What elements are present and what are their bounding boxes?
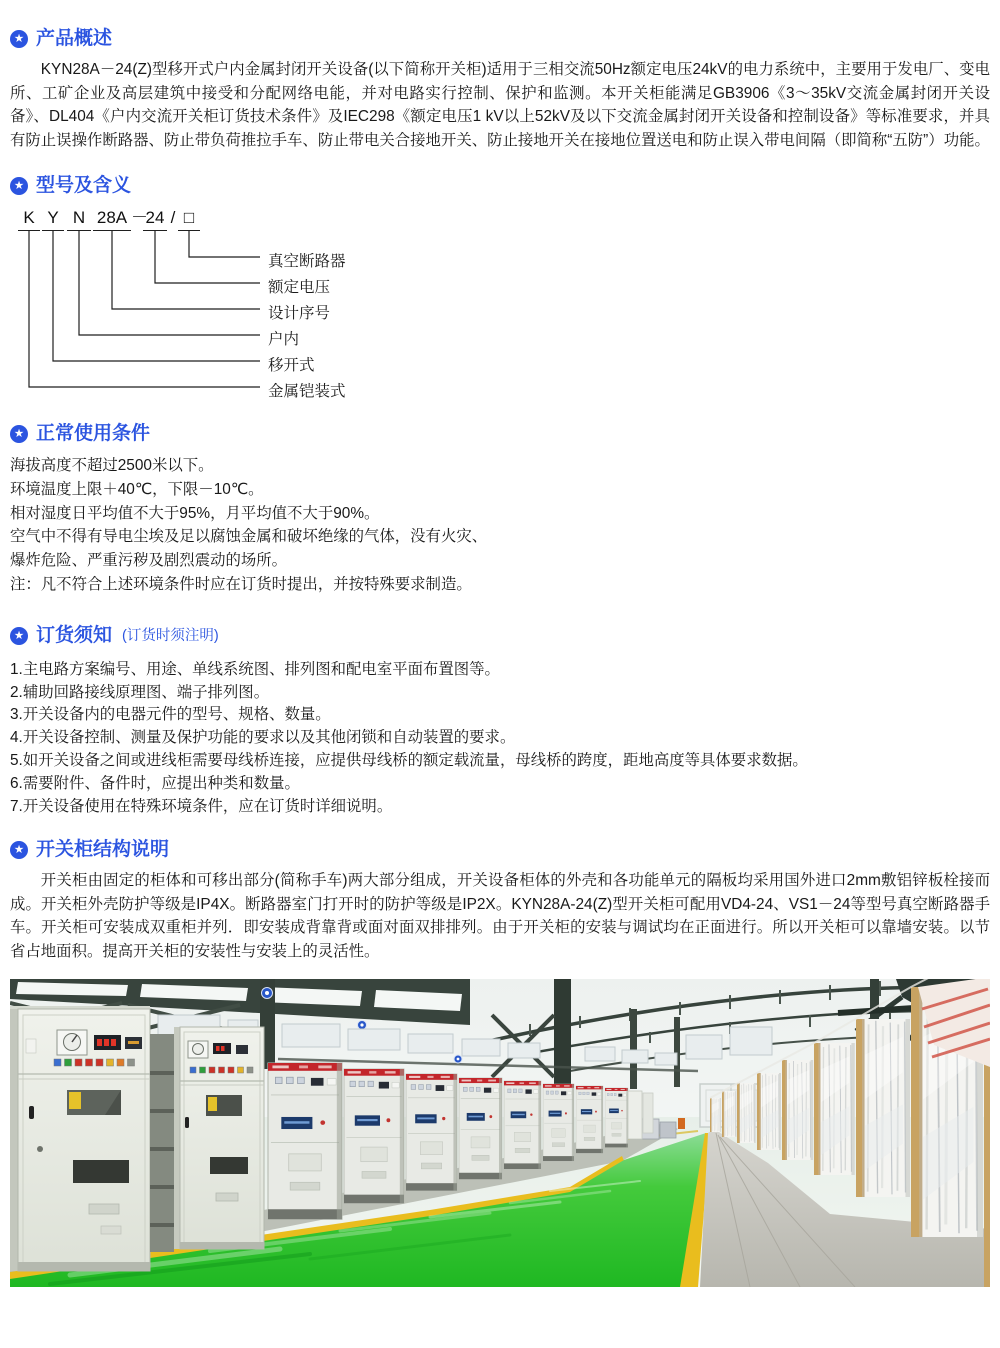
section-heading-overview bbox=[10, 27, 1000, 51]
model-part-dash: － bbox=[131, 208, 148, 227]
model-part-24: 24 bbox=[143, 208, 167, 231]
factory-photo-illustration bbox=[10, 979, 990, 1287]
section-ordering-notes bbox=[0, 624, 1000, 819]
condition-line: 环境温度上限＋40℃，下限－10℃。 bbox=[10, 480, 264, 498]
section-structure-description bbox=[0, 838, 1000, 963]
ordering-item: 2.辅助回路接线原理图、端子排列图。 bbox=[10, 683, 270, 701]
section-heading-model bbox=[10, 174, 1000, 198]
ordering-item: 5.如开关设备之间或进线柜需要母线桥连接，应提供母线桥的额定载流量，母线桥的跨度，距地高度等具体要求数据。 bbox=[10, 751, 808, 769]
star-circle-icon: ★ bbox=[10, 177, 28, 195]
model-label-indoor: 户内 bbox=[268, 331, 300, 348]
ordering-item: 3.开关设备内的电器元件的型号、规格、数量。 bbox=[10, 706, 331, 724]
condition-line: 爆炸危险、严重污秽及剧烈震动的场所。 bbox=[10, 552, 288, 570]
section-model-meaning bbox=[0, 174, 1000, 402]
model-part-box: □ bbox=[178, 208, 200, 231]
condition-line: 空气中不得有导电尘埃及足以腐蚀金属和破坏绝缘的气体，没有火灾、 bbox=[10, 528, 488, 546]
condition-line: 相对湿度日平均值不大于95%，月平均值不大于90%。 bbox=[10, 504, 380, 522]
star-circle-icon: ★ bbox=[10, 425, 28, 443]
model-code-diagram bbox=[10, 208, 1000, 402]
star-circle-icon: ★ bbox=[10, 841, 28, 859]
model-connector-lines bbox=[10, 208, 270, 402]
model-part-k: K bbox=[18, 208, 40, 231]
section-service-conditions bbox=[0, 422, 1000, 597]
model-part-y: Y bbox=[42, 208, 64, 231]
model-label-vacuum-breaker: 真空断路器 bbox=[268, 253, 346, 270]
section-title: 产品概述 bbox=[36, 28, 113, 49]
model-label-design-serial: 设计序号 bbox=[268, 305, 331, 322]
model-part-28a: 28A bbox=[93, 208, 131, 231]
structure-paragraph: 开关柜由固定的柜体和可移出部分(简称手车)两大部分组成，开关设备柜体的外壳和各功能单元的隔板均采用国外进口2mm敷铝锌板栓接而成。开关柜外壳防护等级是IP4X。断路器室门打开时的防护等级是IP2X。KYN28A-24(Z)型开关柜可配用VD4-24、VS1－24等型号真空断路器手车。开关柜可安装成双重柜并列．即安装成背靠背或面对面双排排列。由于开关柜的安装与调试均在正面进行。所以开关柜可以靠墙安装。以节省占地面积。提高开关柜的安装性与安装上的灵活性。 bbox=[10, 872, 990, 960]
model-label-withdrawable: 移开式 bbox=[268, 357, 315, 374]
ordering-item: 7.开关设备使用在特殊环境条件，应在订货时详细说明。 bbox=[10, 797, 393, 815]
section-title: 型号及含义 bbox=[36, 175, 132, 196]
model-label-rated-voltage: 额定电压 bbox=[268, 279, 331, 296]
ordering-item: 1.主电路方案编号、用途、单线系统图、排列图和配电室平面布置图等。 bbox=[10, 660, 500, 678]
condition-line: 海拔高度不超过2500米以下。 bbox=[10, 457, 214, 474]
section-subtitle: (订货时须注明) bbox=[122, 627, 219, 644]
section-title: 正常使用条件 bbox=[36, 423, 151, 444]
factory-photo bbox=[10, 979, 990, 1287]
conditions-lines bbox=[0, 454, 1000, 597]
ordering-items bbox=[0, 659, 1000, 819]
section-heading-conditions bbox=[10, 422, 1000, 446]
section-heading-structure bbox=[10, 838, 1000, 862]
section-title: 开关柜结构说明 bbox=[36, 839, 170, 861]
model-part-slash: / bbox=[170, 208, 176, 227]
section-product-overview bbox=[0, 27, 1000, 152]
model-label-metal-clad: 金属铠装式 bbox=[268, 383, 346, 400]
condition-line: 注：凡不符合上述环境条件时应在订货时提出，并按特殊要求制造。 bbox=[10, 575, 472, 593]
section-heading-ordering bbox=[10, 624, 1000, 648]
left-cabinets bbox=[10, 1006, 264, 1271]
star-circle-icon: ★ bbox=[10, 30, 28, 48]
star-circle-icon: ★ bbox=[10, 627, 28, 645]
model-part-n: N bbox=[67, 208, 91, 231]
ordering-item: 4.开关设备控制、测量及保护功能的要求以及其他闭锁和自动装置的要求。 bbox=[10, 729, 516, 747]
section-title: 订货须知 bbox=[36, 624, 113, 646]
ordering-item: 6.需要附件、备件时，应提出种类和数量。 bbox=[10, 774, 300, 792]
overview-paragraph: KYN28A－24(Z)型移开式户内金属封闭开关设备(以下简称开关柜)适用于三相交流50Hz额定电压24kV的电力系统中，主要用于发电厂、变电所、工矿企业及高层建筑中接受和分配网络电能，并对电路实行控制、保护和监测。本开关柜能满足GB3906《3～35kV交流金属封闭开关设备》、DL404《户内交流开关柜订货技术条件》及IEC298《额定电压1 kV以上52kV及以下交流金属封闭开关设备和控制设备》等标准要求，并具有防止误操作断路器、防止带负荷推拉手车、防止带电关合接地开关、防止接地开关在接地位置送电和防止误入带电间隔（即简称“五防”）功能。 bbox=[10, 61, 990, 149]
